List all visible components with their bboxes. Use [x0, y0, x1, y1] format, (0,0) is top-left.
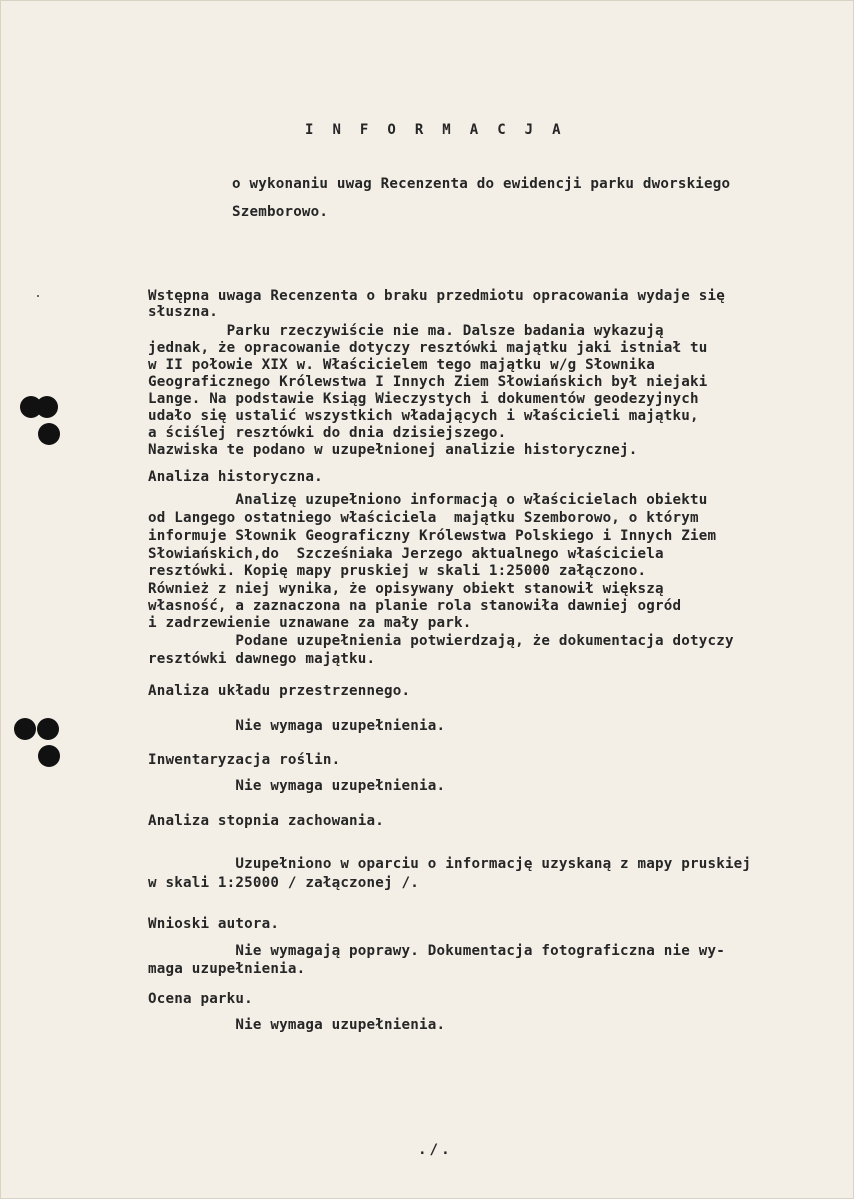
- section-heading: Ocena parku.: [148, 991, 253, 1007]
- punch-hole: [38, 745, 60, 767]
- body-line: słuszna.: [148, 304, 218, 320]
- section-heading: Analiza układu przestrzennego.: [148, 683, 411, 699]
- page-marker: ./.: [418, 1142, 453, 1158]
- body-line: w skali 1:25000 / załączonej /.: [148, 875, 419, 891]
- body-line: Podane uzupełnienia potwierdzają, że dokumentacja dotyczy: [148, 633, 734, 649]
- document-title: I N F O R M A C J A: [305, 122, 566, 138]
- body-line: jednak, że opracowanie dotyczy resztówki majątku jaki istniał tu: [148, 340, 708, 356]
- body-line: a ściślej resztówki do dnia dzisiejszego.: [148, 425, 507, 441]
- body-line: i zadrzewienie uznawane za mały park.: [148, 615, 472, 631]
- section-heading: Analiza stopnia zachowania.: [148, 813, 385, 829]
- body-line: w II połowie XIX w. Właścicielem tego majątku w/g Słownika: [148, 357, 656, 373]
- body-line: Geograficznego Królewstwa I Innych Ziem Słowiańskich był niejaki: [148, 374, 708, 390]
- punch-hole: [37, 718, 59, 740]
- body-line: własność, a zaznaczona na planie rola stanowiła dawniej ogród: [148, 598, 682, 614]
- body-line: Wstępna uwaga Recenzenta o braku przedmiotu opracowania wydaje się: [148, 288, 725, 304]
- section-heading: Analiza historyczna.: [148, 469, 323, 485]
- body-line: maga uzupełnienia.: [148, 961, 306, 977]
- punch-hole: [14, 718, 36, 740]
- section-heading: Wnioski autora.: [148, 916, 280, 932]
- section-heading: Inwentaryzacja roślin.: [148, 752, 341, 768]
- body-line: od Langego ostatniego właściciela majątku Szemborowo, o którym: [148, 510, 699, 526]
- punch-hole: [38, 423, 60, 445]
- body-line: Nie wymaga uzupełnienia.: [148, 1017, 446, 1033]
- body-line: Analizę uzupełniono informacją o właścicielach obiektu: [148, 492, 708, 508]
- body-line: Nie wymaga uzupełnienia.: [148, 718, 446, 734]
- body-line: Słowiańskich,do Szcześniaka Jerzego aktualnego właściciela: [148, 546, 664, 562]
- speck: [37, 295, 39, 297]
- body-line: Nazwiska te podano w uzupełnionej analizie historycznej.: [148, 442, 638, 458]
- body-line: Uzupełniono w oparciu o informację uzyskaną z mapy pruskiej: [148, 856, 752, 872]
- subtitle-line: Szemborowo.: [232, 204, 329, 220]
- body-line: resztówki. Kopię mapy pruskiej w skali 1:25000 załączono.: [148, 563, 647, 579]
- body-line: informuje Słownik Geograficzny Królewstwa Polskiego i Innych Ziem: [148, 528, 717, 544]
- body-line: Również z niej wynika, że opisywany obiekt stanowił większą: [148, 581, 664, 597]
- body-line: Lange. Na podstawie Ksiąg Wieczystych i dokumentów geodezyjnych: [148, 391, 699, 407]
- body-line: resztówki dawnego majątku.: [148, 651, 376, 667]
- punch-hole: [36, 396, 58, 418]
- body-line: Parku rzeczywiście nie ma. Dalsze badania wykazują: [148, 323, 664, 339]
- body-line: udało się ustalić wszystkich władających i właścicieli majątku,: [148, 408, 699, 424]
- subtitle-line: o wykonaniu uwag Recenzenta do ewidencji parku dworskiego: [232, 176, 731, 192]
- body-line: Nie wymaga uzupełnienia.: [148, 778, 446, 794]
- body-line: Nie wymagają poprawy. Dokumentacja fotograficzna nie wy-: [148, 943, 725, 959]
